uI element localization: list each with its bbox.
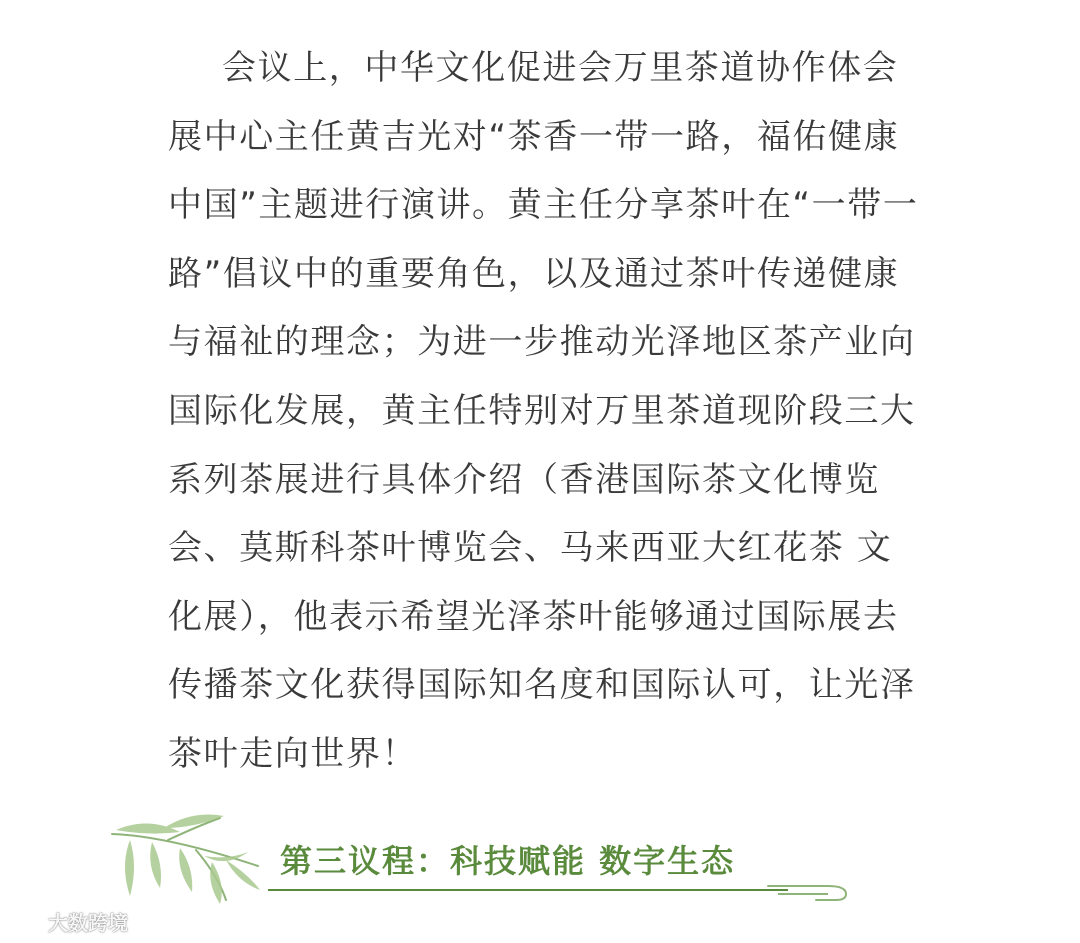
paragraph-line: 传播茶文化获得国际知名度和国际认可，让光泽 bbox=[168, 665, 916, 706]
paragraph-line: 化展），他表示希望光泽茶叶能够通过国际展去 bbox=[168, 596, 899, 637]
bamboo-leaves-icon bbox=[108, 806, 268, 906]
watermark-text: 大数跨境 bbox=[48, 910, 128, 935]
paragraph-line: 会、莫斯科茶叶博览会、马来西亚大红花茶 文 bbox=[168, 528, 893, 569]
paragraph-line: 国际化发展，黄主任特别对万里茶道现阶段三大 bbox=[168, 390, 916, 431]
article-body bbox=[168, 34, 919, 789]
paragraph-line: 茶叶走向世界！ bbox=[168, 733, 418, 774]
paragraph-line: 与福祉的理念；为进一步推动光泽地区茶产业向 bbox=[168, 322, 916, 363]
watermark bbox=[8, 906, 128, 936]
chat-bubble-logo-icon bbox=[8, 910, 42, 932]
paragraph-line: 展中心主任黄吉光对“茶香一带一路，福佑健康 bbox=[168, 116, 900, 157]
paragraph-line: 系列茶展进行具体介绍（香港国际茶文化博览 bbox=[168, 459, 880, 500]
heading-underline-decoration bbox=[268, 880, 858, 904]
section-heading-text: 第三议程：科技赋能 数字生态 bbox=[280, 842, 736, 880]
paragraph-line: 中国”主题进行演讲。黄主任分享茶叶在“一带一 bbox=[168, 185, 919, 226]
paragraph-line: 会议上，中华文化促进会万里茶道协作体会 bbox=[222, 48, 899, 88]
section-heading bbox=[108, 806, 868, 906]
paragraph-line: 路”倡议中的重要角色，以及通过茶叶传递健康 bbox=[168, 253, 900, 294]
